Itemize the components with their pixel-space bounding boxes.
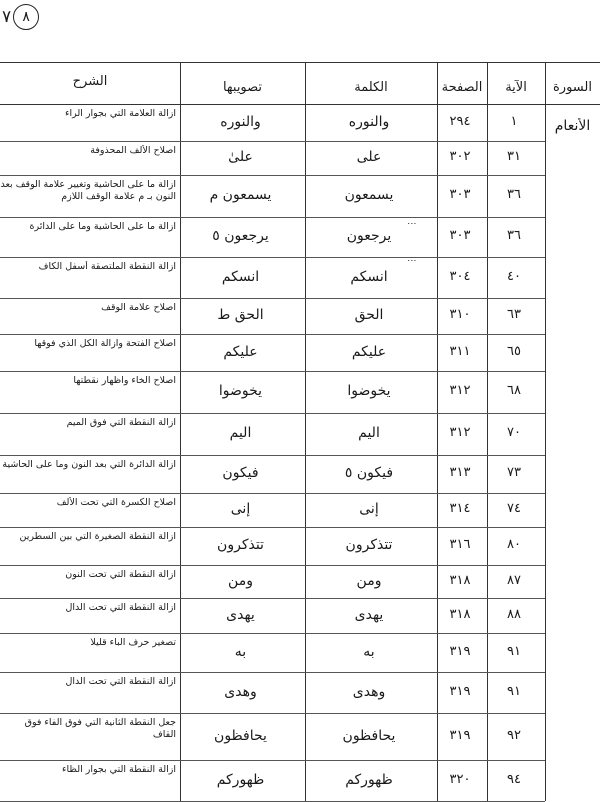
cell-explanation: ازالة ما على الحاشية وتغيير علامة الوقف بعد النون بـ م علامة الوقف اللازم <box>0 179 176 202</box>
cell-ayah: ٧٤ <box>507 501 521 516</box>
cell-correction: الحق ط <box>217 307 264 323</box>
row-separator <box>0 565 545 566</box>
cell-explanation: ازالة العلامة التي بجوار الراء <box>64 108 176 119</box>
cell-ayah: ٩٢ <box>507 727 521 743</box>
cell-correction: اليم <box>229 425 252 441</box>
header-ayah: الآية <box>505 80 527 95</box>
cell-page: ٣١٠ <box>449 307 471 322</box>
header-bottom-border <box>0 104 600 105</box>
cell-explanation: ازالة النقطة الصغيرة التي بين السطرين <box>19 531 176 542</box>
row-separator <box>0 713 545 714</box>
cell-explanation: اصلاح الألف المحذوفة <box>90 145 176 156</box>
cell-correction: انسكم <box>221 268 260 285</box>
row-separator <box>0 257 545 258</box>
cell-word: وهدى <box>352 683 386 700</box>
cell-correction: ومن <box>228 572 253 589</box>
cell-correction: به <box>234 643 247 660</box>
cell-page: ٣٠٣ <box>449 187 471 202</box>
cell-explanation: اصلاح الخاء واظهار نقطتها <box>73 375 176 386</box>
surah-name: الأنعام <box>554 118 591 134</box>
cell-explanation: ازالة الدائرة التي بعد النون وما على الحاشية <box>2 459 176 470</box>
cell-word: اليم <box>358 425 380 441</box>
row-separator <box>0 334 545 335</box>
cell-correction: ظهوركم <box>216 771 265 788</box>
cell-ayah: ٦٥ <box>507 343 521 359</box>
cell-word: يسمعون <box>344 187 394 203</box>
cell-ayah: ٦٣ <box>507 307 521 322</box>
cell-correction: علىٰ <box>228 149 253 165</box>
cell-correction: وهدى <box>224 683 257 700</box>
row-separator <box>0 633 545 634</box>
cell-page: ٣١٦ <box>449 537 471 552</box>
header-word: الكلمة <box>354 80 388 95</box>
cell-ayah: ٣٦ <box>507 187 521 202</box>
cell-correction: عليكم <box>223 343 258 360</box>
cell-explanation: اصلاح الفتحة وازالة الكل الذي فوقها <box>34 338 176 349</box>
cell-ayah: ٧٠ <box>507 425 521 440</box>
page-edge-number: ٧ <box>2 7 12 27</box>
row-separator <box>0 598 545 599</box>
header-explanation: الشرح <box>72 74 108 89</box>
cell-explanation: جعل النقطة الثانية التي فوق الفاء فوق القاف <box>24 717 176 740</box>
cell-word: يهدى <box>354 606 384 623</box>
cell-page: ٢٩٤ <box>449 113 471 129</box>
cell-ayah: ٩١ <box>507 683 521 699</box>
cell-page: ٣١٩ <box>449 683 471 699</box>
row-separator <box>0 493 545 494</box>
cell-correction: يهدى <box>226 606 255 623</box>
cell-page: ٣١٩ <box>449 643 471 659</box>
cell-word: ومن <box>356 572 382 589</box>
row-separator <box>0 672 545 673</box>
cell-explanation: تصغير حرف الباء قليلا <box>90 637 176 648</box>
cell-ayah: ٩١ <box>507 643 521 659</box>
cell-ayah: ٣٦ <box>507 228 521 243</box>
cell-ayah: ٧٣ <box>507 465 521 480</box>
cell-correction: يرجعون ٥ <box>212 228 269 244</box>
cell-page: ٣٠٢ <box>449 149 471 164</box>
cell-explanation: ازالة النقطة التي تحت الدال <box>65 602 176 613</box>
cell-explanation: ازالة النقطة التي بجوار الظاء <box>62 764 176 775</box>
cell-ayah: ٨٨ <box>507 606 521 622</box>
row-separator <box>0 371 545 372</box>
cell-word: يخوضوا <box>347 383 391 399</box>
cell-page: ٣١٢ <box>449 383 471 398</box>
cell-correction: والنوره <box>220 113 261 130</box>
row-separator <box>0 527 545 528</box>
cell-page: ٣١٤ <box>449 501 471 516</box>
table-top-border <box>0 62 600 63</box>
page-number-mark <box>2 4 39 30</box>
cell-word: تتذكرون <box>345 537 393 553</box>
header-surah: السورة <box>553 80 592 95</box>
page-number-circle: ٨ <box>13 4 39 30</box>
cell-word: إنى <box>359 501 379 517</box>
cell-ayah: ٨٧ <box>507 572 521 588</box>
cell-explanation: ازالة النقطة التي تحت الدال <box>65 676 176 687</box>
cell-explanation: اصلاح الكسرة التي تحت الألف <box>56 497 176 508</box>
row-separator <box>0 413 545 414</box>
cell-page: ٣١٣ <box>449 465 471 480</box>
margin-note-2: ⋮ <box>406 256 416 265</box>
cell-correction: فيكون <box>222 465 259 481</box>
cell-ayah: ٨٠ <box>507 537 521 552</box>
cell-page: ٣١١ <box>449 343 471 359</box>
row-separator <box>0 298 545 299</box>
cell-word: انسكم <box>350 268 388 285</box>
cell-page: ٣١٨ <box>449 572 471 588</box>
cell-correction: إنى <box>230 501 251 517</box>
cell-correction: يسمعون م <box>209 187 272 203</box>
header-page: الصفحة <box>441 80 483 95</box>
cell-explanation: ازالة النقطة الملتصقة أسفل الكاف <box>38 261 176 272</box>
cell-word: عليكم <box>351 343 387 360</box>
cell-correction: تتذكرون <box>217 537 264 553</box>
cell-explanation: ازالة النقطة التي تحت النون <box>65 569 176 580</box>
cell-word: فيكون ٥ <box>344 465 394 481</box>
cell-page: ٣١٢ <box>449 425 471 440</box>
margin-note-1: ⋮ <box>406 219 416 228</box>
column-divider-surah <box>545 62 546 801</box>
cell-page: ٣١٩ <box>449 727 471 743</box>
cell-word: يحافظون <box>342 727 396 744</box>
cell-ayah: ٩٤ <box>507 771 521 787</box>
row-separator <box>0 217 545 218</box>
cell-ayah: ١ <box>510 113 518 129</box>
cell-correction: يحافظون <box>214 727 267 744</box>
cell-word: الحق <box>354 307 384 323</box>
cell-word: به <box>363 643 375 660</box>
cell-ayah: ٣١ <box>507 149 521 164</box>
cell-page: ٣١٨ <box>449 606 471 622</box>
cell-page: ٣٠٣ <box>449 228 471 243</box>
cell-ayah: ٦٨ <box>507 383 521 398</box>
cell-correction: يخوضوا <box>218 383 263 399</box>
row-separator <box>0 760 545 761</box>
cell-explanation: اصلاح علامة الوقف <box>101 302 176 313</box>
cell-word: على <box>356 149 382 165</box>
cell-word: والنوره <box>348 113 390 130</box>
cell-page: ٣٠٤ <box>449 268 471 284</box>
row-separator <box>0 141 545 142</box>
cell-word: ظهوركم <box>345 771 393 788</box>
cell-word: يرجعون <box>346 228 392 244</box>
header-correction: تصويبها <box>222 80 263 95</box>
cell-explanation: ازالة النقطة التي فوق الميم <box>66 417 176 428</box>
row-separator <box>0 455 545 456</box>
cell-page: ٣٢٠ <box>449 771 471 787</box>
row-separator <box>0 175 545 176</box>
cell-ayah: ٤٠ <box>507 268 521 284</box>
cell-explanation: ازالة ما على الحاشية وما على الدائرة <box>29 221 176 232</box>
